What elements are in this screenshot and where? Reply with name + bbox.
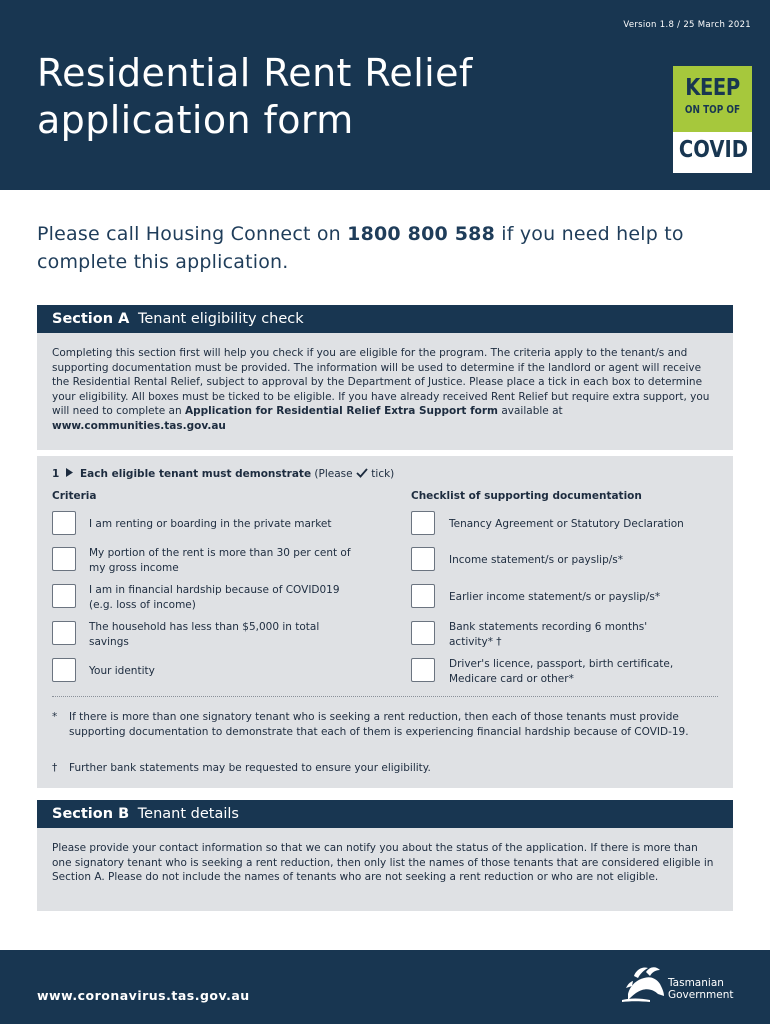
section-a-intro-body: Completing this section first will help you check if you are eligible for the program. The criteria apply to the tenant/s and supporting documentation must be provided. The information will be used to determine if the landlord or agent will receive the Residential Rental Relief, subject to approval by the Department of Justice. Please place a tick in each box to determine your eligibility. All boxes must be ticked to be eligible. If you have already received Rent Relief but require extra support, you will need to complete an	[52, 347, 710, 418]
footnote-symbol: †	[52, 762, 58, 774]
criteria-checkbox-hardship[interactable]	[52, 584, 76, 608]
logo-line-2: Government	[668, 988, 734, 1001]
question-hint-before: (Please	[314, 468, 353, 480]
coronavirus-website-link[interactable]: www.coronavirus.tas.gov.au	[37, 988, 250, 1003]
criteria-label-renting: I am renting or boarding in the private market	[89, 518, 332, 530]
version-text: Version 1.8 / 25 March 2021	[623, 20, 751, 30]
criteria-label-identity: Your identity	[89, 665, 155, 677]
section-a-checklist-box	[37, 456, 733, 788]
badge-covid-text: COVID	[678, 137, 749, 163]
communities-url-link[interactable]: www.communities.tas.gov.au	[52, 419, 226, 432]
section-b-label: Section B	[52, 806, 130, 822]
checklist-label-income-statement: Income statement/s or payslip/s*	[449, 554, 623, 566]
criteria-label-hardship: I am in financial hardship because of COVID019 (e.g. loss of income)	[89, 584, 340, 611]
tasmanian-government-logo	[620, 964, 740, 1008]
checklist-checkbox-earlier-income[interactable]	[411, 584, 435, 608]
footnote-text: Further bank statements may be requested to ensure your eligibility.	[69, 762, 431, 774]
section-b-intro-box	[37, 828, 733, 911]
checklist-checkbox-id-documents[interactable]	[411, 658, 435, 682]
section-b-header	[37, 800, 733, 828]
checklist-label-earlier-income: Earlier income statement/s or payslip/s*	[449, 591, 661, 603]
section-a-header	[37, 305, 733, 333]
question-hint-after: tick)	[371, 468, 395, 480]
question-number: 1	[52, 468, 60, 480]
intro-before: Please call Housing Connect on	[37, 223, 348, 245]
criteria-checkbox-identity[interactable]	[52, 658, 76, 682]
checklist-checkbox-bank-statements[interactable]	[411, 621, 435, 645]
criteria-label-rent-over-30: My portion of the rent is more than 30 per cent of my gross income	[89, 547, 351, 574]
tasmanian-devil-icon	[620, 964, 666, 1004]
triangle-arrow-icon	[66, 468, 73, 480]
section-a-intro-mid: available at	[498, 405, 563, 418]
footnote-symbol: *	[52, 711, 58, 723]
footnote-dagger	[52, 761, 712, 776]
checklist-heading: Checklist of supporting documentation	[411, 490, 642, 502]
section-b-intro-text: Please provide your contact information so that we can notify you about the status of the application. If there is more than one signatory tenant who is seeking a rent reduction, then only list the names of those tenants that are considered eligible in Section A. Please do not include the names of tenants who are not seeking a rent reduction or who are not eligible.	[52, 842, 714, 884]
criteria-checkbox-rent-over-30[interactable]	[52, 547, 76, 571]
help-intro	[37, 220, 737, 276]
logo-line-1: Tasmanian	[668, 977, 724, 989]
header-banner	[0, 0, 770, 190]
checklist-label-bank-statements: Bank statements recording 6 months' activity* †	[449, 621, 648, 648]
dotted-divider	[52, 696, 718, 697]
intro-after: if you need help to complete this application.	[37, 223, 684, 273]
keep-on-top-of-covid-logo	[673, 66, 752, 173]
tasmanian-government-text	[668, 978, 733, 1001]
badge-on-top-of-text: ON TOP OF	[684, 104, 741, 116]
footnote-asterisk	[52, 710, 712, 739]
criteria-checkbox-savings[interactable]	[52, 621, 76, 645]
housing-connect-phone[interactable]: 1800 800 588	[347, 223, 496, 245]
section-a-intro-box	[37, 333, 733, 450]
checklist-checkbox-tenancy-agreement[interactable]	[411, 511, 435, 535]
checklist-label-tenancy-agreement: Tenancy Agreement or Statutory Declaration	[449, 518, 684, 530]
section-a-intro-text	[52, 346, 720, 434]
footer-banner	[0, 950, 770, 1024]
section-b-title: Tenant details	[137, 806, 239, 822]
criteria-checkbox-renting[interactable]	[52, 511, 76, 535]
question-text: Each eligible tenant must demonstrate	[80, 468, 312, 480]
extra-support-form-link[interactable]: Application for Residential Relief Extra Support form	[184, 405, 498, 418]
tick-icon	[356, 468, 368, 481]
title-line-1: Residential Rent Relief	[37, 51, 473, 95]
checklist-checkbox-income-statement[interactable]	[411, 547, 435, 571]
title-line-2: application form	[37, 98, 354, 142]
checklist-label-id-documents: Driver's licence, passport, birth certificate, Medicare card or other*	[449, 658, 674, 685]
badge-green-panel	[673, 66, 752, 132]
section-a-label: Section A	[52, 311, 130, 327]
question-1	[52, 468, 394, 481]
criteria-label-savings: The household has less than $5,000 in total savings	[89, 621, 320, 648]
footnote-text: If there is more than one signatory tenant who is seeking a rent reduction, then each of those tenants must provide supporting documentation to demonstrate that each of them is experiencing financial hardship because of COVID-19.	[69, 711, 689, 738]
badge-keep-text: KEEP	[685, 75, 740, 101]
criteria-heading: Criteria	[52, 490, 97, 502]
page-title	[37, 50, 473, 144]
section-a-title: Tenant eligibility check	[137, 311, 304, 327]
